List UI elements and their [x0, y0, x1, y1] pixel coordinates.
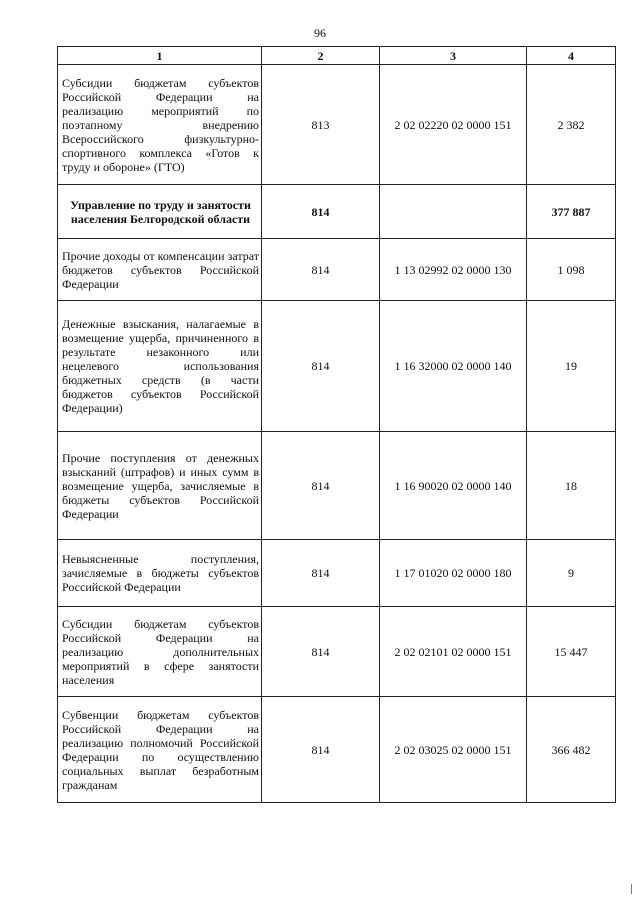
row-kbk-code: 1 16 90020 02 0000 140	[380, 432, 527, 540]
column-header-3: 3	[380, 47, 527, 65]
row-amount: 9	[527, 540, 616, 607]
row-description: Прочие поступления от денежных взысканий (штрафов) и иных сумм в возмещение ущерба, зачисляемые в бюджеты субъектов Российской Федерации	[58, 432, 262, 540]
row-kbk-code	[380, 185, 527, 239]
row-admin-code: 813	[262, 65, 380, 185]
row-admin-code: 814	[262, 540, 380, 607]
table-row	[58, 697, 616, 803]
table-row	[58, 540, 616, 607]
row-kbk-code: 2 02 03025 02 0000 151	[380, 697, 527, 803]
row-amount: 19	[527, 301, 616, 432]
row-admin-code: 814	[262, 607, 380, 697]
row-admin-code: 814	[262, 185, 380, 239]
table-header-row	[58, 47, 616, 65]
revenue-table	[57, 46, 616, 803]
column-header-1: 1	[58, 47, 262, 65]
row-description: Денежные взыскания, налагаемые в возмещение ущерба, причиненного в результате незаконного или нецелевого использования бюджетных средств (в части бюджетов субъектов Российской Федерации)	[58, 301, 262, 432]
table-row	[58, 301, 616, 432]
row-admin-code: 814	[262, 301, 380, 432]
row-amount: 377 887	[527, 185, 616, 239]
table-row-section	[58, 185, 616, 239]
row-kbk-code: 2 02 02220 02 0000 151	[380, 65, 527, 185]
table-row	[58, 607, 616, 697]
row-description: Субвенции бюджетам субъектов Российской Федерации на реализацию полномочий Российской Федерации по осуществлению социальных выплат безработным гражданам	[58, 697, 262, 803]
scan-edge-mark	[631, 884, 632, 894]
row-description: Субсидии бюджетам субъектов Российской Федерации на реализацию дополнительных мероприятий в сфере занятости населения	[58, 607, 262, 697]
row-amount: 18	[527, 432, 616, 540]
row-kbk-code: 1 17 01020 02 0000 180	[380, 540, 527, 607]
row-amount: 1 098	[527, 239, 616, 301]
row-amount: 2 382	[527, 65, 616, 185]
page-number: 96	[314, 26, 326, 40]
row-description: Невыясненные поступления, зачисляемые в бюджеты субъектов Российской Федерации	[58, 540, 262, 607]
section-title: Управление по труду и занятости населения Белгородской области	[58, 185, 262, 239]
table-row	[58, 239, 616, 301]
row-description: Прочие доходы от компенсации затрат бюджетов субъектов Российской Федерации	[58, 239, 262, 301]
row-amount: 366 482	[527, 697, 616, 803]
table-row	[58, 432, 616, 540]
row-kbk-code: 1 13 02992 02 0000 130	[380, 239, 527, 301]
row-kbk-code: 1 16 32000 02 0000 140	[380, 301, 527, 432]
row-kbk-code: 2 02 02101 02 0000 151	[380, 607, 527, 697]
row-admin-code: 814	[262, 697, 380, 803]
column-header-2: 2	[262, 47, 380, 65]
table-row	[58, 65, 616, 185]
row-admin-code: 814	[262, 432, 380, 540]
row-admin-code: 814	[262, 239, 380, 301]
column-header-4: 4	[527, 47, 616, 65]
row-description: Субсидии бюджетам субъектов Российской Федерации на реализацию мероприятий по поэтапному внедрению Всероссийского физкультурно-спортивного комплекса «Готов к труду и обороне» (ГТО)	[58, 65, 262, 185]
row-amount: 15 447	[527, 607, 616, 697]
